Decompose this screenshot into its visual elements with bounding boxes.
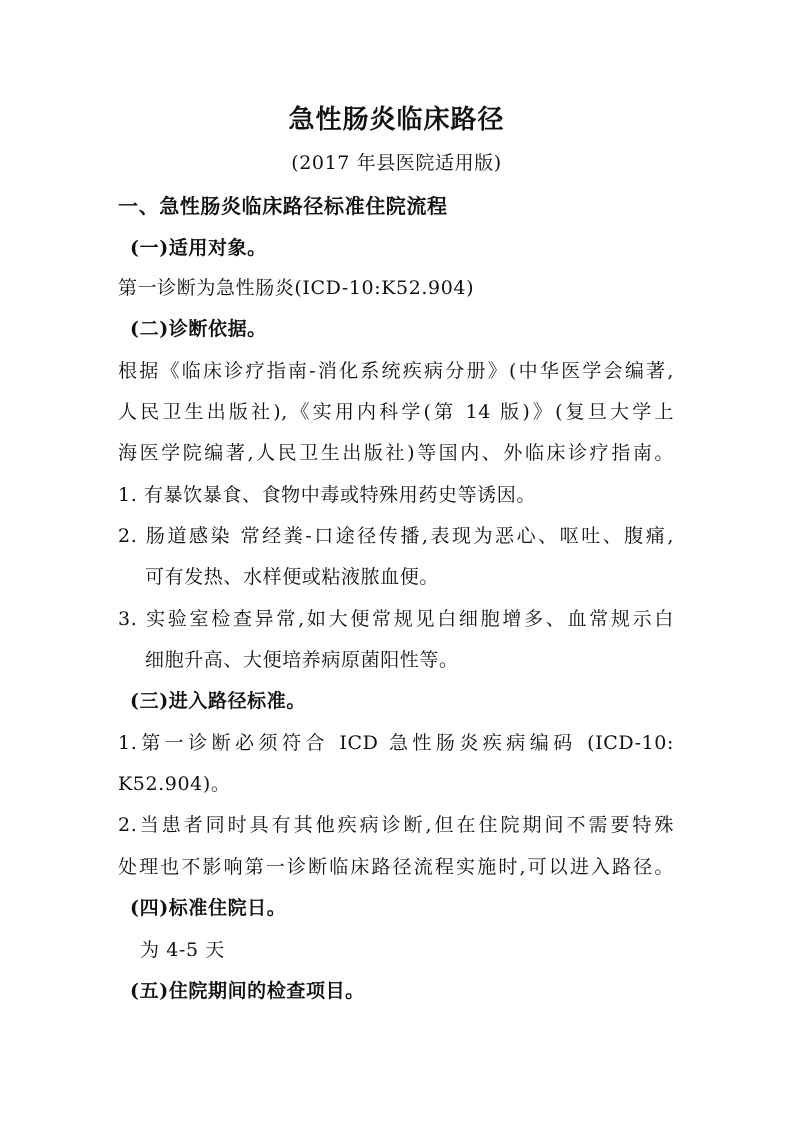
- document-subtitle: (2017 年县医院适用版): [291, 152, 502, 174]
- paragraph-line: 第一诊断为急性肠炎(ICD-10:K52.904): [118, 277, 475, 299]
- document-title: 急性肠炎临床路径: [288, 105, 505, 135]
- paragraph-line: 根据《临床诊疗指南-消化系统疾病分册》(中华医学会编著,: [118, 360, 674, 382]
- list-item-continuation: K52.904)。: [118, 773, 231, 795]
- list-item-continuation: 细胞升高、大便培养病原菌阳性等。: [145, 649, 459, 671]
- paragraph-line: 人民卫生出版社),《实用内科学(第 14 版)》(复旦大学上: [118, 401, 674, 423]
- list-item: 2. 肠道感染 常经粪-口途径传播,表现为恶心、呕吐、腹痛,: [118, 525, 674, 547]
- list-item: 2.当患者同时具有其他疾病诊断,但在住院期间不需要特殊: [118, 814, 674, 836]
- subsection-heading-inpatient-tests: (五)住院期间的检查项目。: [130, 980, 365, 1002]
- section-heading: 一、急性肠炎临床路径标准住院流程: [118, 194, 448, 218]
- list-item: 1.第一诊断必须符合 ICD 急性肠炎疾病编码 (ICD-10:: [118, 732, 674, 754]
- subsection-heading-standard-stay: (四)标准住院日。: [130, 897, 287, 919]
- paragraph-line: 为 4-5 天: [140, 939, 225, 961]
- subsection-heading-diagnosis-basis: (二)诊断依据。: [130, 318, 267, 340]
- list-item-continuation: 可有发热、水样便或粘液脓血便。: [145, 566, 440, 588]
- subsection-heading-applicable-subjects: (一)适用对象。: [130, 237, 267, 259]
- list-item: 1. 有暴饮暴食、食物中毒或特殊用药史等诱因。: [118, 484, 536, 506]
- paragraph-line: 海医学院编著,人民卫生出版社)等国内、外临床诊疗指南。: [118, 442, 674, 464]
- list-item-continuation: 处理也不影响第一诊断临床路径流程实施时,可以进入路径。: [118, 856, 674, 878]
- list-item: 3. 实验室检查异常,如大便常规见白细胞增多、血常规示白: [118, 608, 674, 630]
- subsection-heading-entry-criteria: (三)进入路径标准。: [130, 690, 306, 712]
